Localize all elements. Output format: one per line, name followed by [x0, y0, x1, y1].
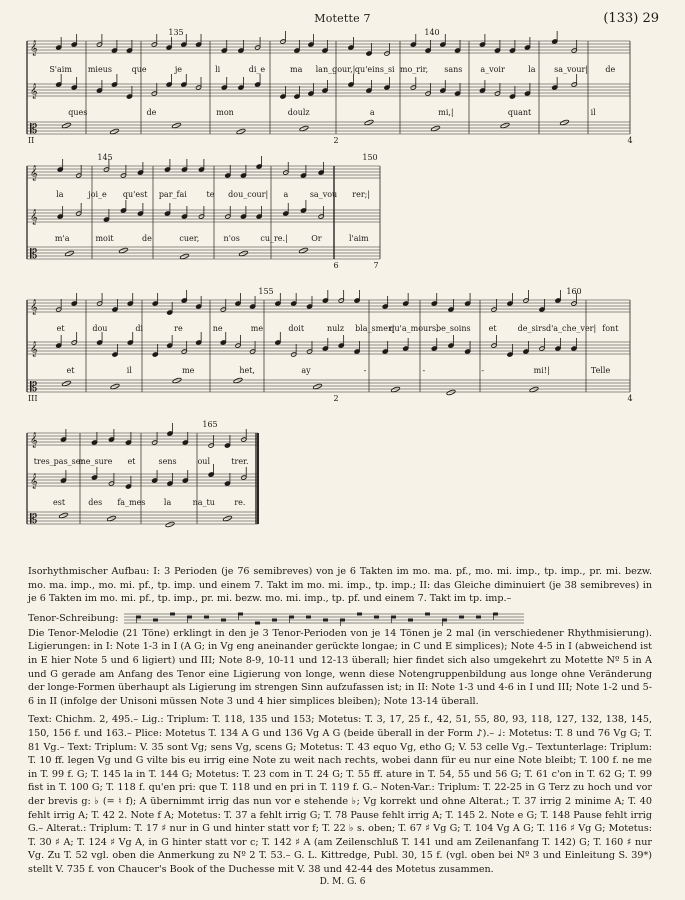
lyric-syllable: bla_smer| [355, 324, 395, 333]
lyric-syllable: - [363, 366, 367, 375]
score-system-3 [27, 287, 633, 403]
lyric-syllable: il [590, 108, 596, 117]
lyric-syllable: cu_re.| [260, 234, 288, 243]
ligature-note [255, 621, 260, 624]
lyric-syllable: na_tu [192, 498, 215, 507]
lyric-syllable: fa_mes [117, 498, 146, 507]
lyric-syllable: d'a_che_ver| [545, 324, 597, 333]
triplum-lyrics [49, 65, 615, 74]
bar-number: 140 [424, 28, 440, 37]
lyric-syllable: et [66, 366, 75, 375]
lyric-syllable: l'aim [348, 234, 369, 243]
lyric-syllable: sans [444, 65, 463, 74]
lyric-syllable: dou [92, 324, 108, 333]
period-number: 2 [333, 394, 339, 403]
ligature-note [323, 618, 328, 621]
score-system-4 [27, 420, 258, 528]
period-roman-numeral: II [28, 136, 35, 145]
lyric-syllable: la [528, 65, 536, 74]
lyric-syllable: Or [311, 234, 322, 243]
note-head [446, 389, 456, 395]
g-clef-icon: 𝄞 [30, 166, 38, 181]
lyric-syllable: mieus [87, 65, 112, 74]
bar-number: 160 [566, 287, 582, 296]
lyric-syllable: me [182, 366, 195, 375]
lyric-syllable: et [488, 324, 497, 333]
lyric-syllable: de [146, 108, 157, 117]
lyric-syllable: la [163, 498, 172, 507]
note-head [165, 521, 175, 527]
c-clef-icon: 𝄡 [30, 380, 38, 395]
period-number: 4 [627, 394, 633, 403]
tenor-incipit [124, 611, 524, 627]
staff-motetus [27, 200, 380, 225]
lyric-syllable: et [127, 457, 136, 466]
motetus-lyrics [66, 366, 610, 375]
g-clef-icon: 𝄞 [30, 84, 38, 99]
lyric-syllable: - [422, 366, 426, 375]
lyric-syllable: de [605, 65, 616, 74]
lyric-syllable: a_voir [480, 65, 505, 74]
lyric-syllable: lan_gour,| [315, 65, 356, 74]
lyric-syllable: sa_vou [309, 190, 338, 199]
triplum-lyrics [57, 324, 620, 333]
lyric-syllable: m'a [54, 234, 70, 243]
g-clef-icon: 𝄞 [30, 342, 38, 357]
motetus-lyrics [53, 498, 245, 507]
lyric-syllable: dou_cour| [228, 190, 269, 199]
tenor-label: Tenor-Schreibung: [28, 612, 119, 624]
staff-tenor [27, 246, 380, 262]
lyric-syllable: me [250, 324, 264, 333]
lyric-syllable: te [206, 190, 215, 199]
staff-tenor [27, 511, 258, 528]
staff-triplum [27, 290, 630, 315]
ligature-note [170, 612, 175, 615]
lyric-syllable: mi!| [533, 366, 550, 375]
lyric-syllable: sens [158, 457, 177, 466]
g-clef-icon: 𝄞 [30, 210, 38, 225]
lyric-syllable: mon [216, 108, 234, 117]
lyric-syllable: de_sirs [517, 324, 547, 333]
g-clef-icon: 𝄞 [30, 474, 38, 489]
isorhythmic-structure: Isorhythmischer Aufbau: I: 3 Perioden (je 76 semibreves) von je 6 Takten im mo. ma. pf., mo. mi. imp., tp. imp., pr. mi. bezw. mo. ma. imp., mo. mi. pf., tp. imp. und einem 7. Takt im mo. mi. imp., tp. imp.; II: das Gleiche diminuiert (je 38 semibreves) in je 6 Takten im mo. mi. pf., tp. imp., pr. mi. bezw. mo. mi. imp., tp. pf. und einem 7. Takt im tp. imp.– [28, 566, 652, 605]
lyric-syllable: la [56, 190, 64, 199]
signature-mark: D. M. G. 6 [319, 877, 366, 887]
lyric-syllable: - [481, 366, 485, 375]
period-roman-numeral: III [28, 394, 38, 403]
lyric-syllable: a [283, 190, 289, 199]
lyric-syllable: moit [95, 234, 114, 243]
c-clef-icon: 𝄡 [30, 122, 38, 137]
lyric-syllable: mo_rir, [399, 65, 429, 74]
g-clef-icon: 𝄞 [30, 433, 38, 448]
period-number: 7 [373, 261, 379, 270]
lyric-syllable: li [215, 65, 221, 74]
ligature-note [476, 615, 481, 618]
critical-notes [28, 565, 652, 881]
lyric-syllable: des [88, 498, 103, 507]
staff-tenor [27, 119, 630, 137]
g-clef-icon: 𝄞 [30, 41, 38, 56]
lyric-syllable: n'os [223, 234, 240, 243]
bar-number: 165 [202, 420, 218, 429]
lyric-syllable: di [135, 324, 144, 333]
lyric-syllable: rer;| [352, 190, 371, 199]
score-system-1 [27, 28, 633, 145]
lyric-syllable: ne [212, 324, 223, 333]
running-title: Motette 7 [314, 12, 371, 25]
lyric-syllable: quant [507, 108, 532, 117]
ligature-note [306, 615, 311, 618]
lyric-syllable: doit [288, 324, 305, 333]
ligature-note [153, 618, 158, 621]
lyric-syllable: oul [197, 457, 211, 466]
ligature-note [374, 615, 379, 618]
ligature-note [357, 612, 362, 615]
period-number: 4 [627, 136, 633, 145]
lyric-syllable: a [369, 108, 375, 117]
lyric-syllable: sa_vour| [554, 65, 589, 74]
lyric-syllable: mi,| [438, 108, 454, 117]
bar-number: 135 [168, 28, 184, 37]
lyric-syllable: nulz [326, 324, 345, 333]
lyric-syllable: di_e [248, 65, 266, 74]
lyric-syllable: par_fai [158, 190, 187, 199]
tenor-description: Die Tenor-Melodie (21 Töne) erklingt in den je 3 Tenor-Perioden von je 14 Tönen je 2 mal (in verschiedener Rhythmisierung). Ligierungen: in I: Note 1-3 in I (A G; in Vg eng aneinander gerückte longae; in C und E simplices); Note 4-5 in I (abweichend ist in E hier Note 5 und 6 ligiert) und III; Note 8-9, 10-11 und 12-13 überall; hier findet sich also umgekehrt zu Motette Nº 5 in A und G gerade am Anfang des Tenor eine Ligierung von longe, wenn diese Notengruppenbildung aus longe ohne Veränderung der longe-Formen überhaupt als Ligierung im strengen Sinn aufzufassen ist; in II: Note 1-3 und 4-6 in I und III; Note 1-2 und 5-6 in II (infolge der Unisoni müssen Note 3 und 4 hier simplices bleiben); Note 13-14 überall. [28, 627, 652, 707]
lyric-syllable: qu'est [122, 190, 148, 199]
c-clef-icon: 𝄡 [30, 247, 38, 262]
lyric-syllable: Telle [590, 366, 611, 375]
lyric-syllable: S'aim [49, 65, 72, 74]
ligature-note [459, 615, 464, 618]
lyric-syllable: joi_e [88, 190, 107, 199]
period-number: 6 [333, 261, 339, 270]
lyric-syllable: re [174, 324, 183, 333]
staff-triplum [27, 423, 258, 448]
tenor-notation-line [28, 611, 652, 627]
lyric-syllable: cuer, [179, 234, 200, 243]
lyric-syllable: be_soins [436, 324, 471, 333]
lyric-syllable: ma [290, 65, 303, 74]
lyric-syllable: ques [68, 108, 88, 117]
lyric-syllable: est [53, 498, 66, 507]
lyric-syllable: doulz [287, 108, 310, 117]
lyric-syllable: je [174, 65, 183, 74]
lyric-syllable: qu'eins_si [354, 65, 395, 74]
ligature-note [408, 618, 413, 621]
ligature-note [425, 612, 430, 615]
lyric-syllable: et [56, 324, 65, 333]
lyric-syllable: trer. [231, 457, 249, 466]
triplum-lyrics [56, 190, 370, 199]
score-system-2 [27, 153, 380, 270]
motetus-lyrics [55, 234, 369, 243]
lyric-syllable: re. [234, 498, 246, 507]
staff-motetus [27, 464, 258, 489]
bar-number: 150 [362, 153, 378, 162]
lyric-syllable: que [131, 65, 147, 74]
ligature-note [204, 615, 209, 618]
lyric-syllable: qu'a_mours, [389, 324, 439, 333]
staff-triplum [27, 31, 630, 56]
text-apparatus: Text: Chichm. 2, 495.– Lig.: Triplum: T. 118, 135 und 153; Motetus: T. 3, 17, 25 f., 42, 51, 55, 80, 93, 118, 127, 132, 138, 145, 150, 156 f. und 163.– Plice: Motetus T. 134 A G und 136 Vg A G (beide überall in der Form ♪).– ♩: Motetus: T. 8 und 76 Vg G; T. 81 Vg.– Text: Triplum: V. 35 sont Vg; sens Vg, scens G; Motetus: T. 43 equo Vg, etho G; V. 53 celle Vg.– Textunterlage: Triplum: T. 10 ff. legen Vg und G vilte bis eu irrig eine Note zu weit nach rechts, wobei dann für eu nur eine Note bleibt; T. 100 f. ne me in T. 99 f. G; T. 145 la in T. 144 G; Motetus: T. 23 com in T. 24 G; T. 55 ff. ature in T. 54, 55 und 56 G; T. 61 c'on in T. 62 G; T. 99 fist in T. 100 G; T. 118 f. qu'en pri: que T. 118 und en pri in T. 119 f. G.– Noten-Var.: Triplum: T. 22-25 in G Terz zu hoch und vor der brevis g: ♭ (= ♮ f); A übernimmt irrig das nun vor e stehende ♭; Vg korrekt und ohne Alterat.; T. 37 irrig 2 minime A; T. 40 fehlt irrig A; T. 42 2. Note f A; Motetus: T. 37 a fehlt irrig G; T. 78 Pause fehlt irrig A; T. 145 2. Note e G; T. 148 Pause fehlt irrig G.– Alterat.: Triplum: T. 17 ♯ nur in G und hinter statt vor f; T. 22 ♭ s. oben; T. 67 ♯ Vg G; T. 104 Vg A G; T. 116 ♯ Vg G; Motetus: T. 30 ♯ A; T. 124 ♯ Vg A, in G hinter statt vor c; T. 142 ♯ A (am Zeilenschluß T. 141 und am Zeilenanfang T. 142) G; T. 160 ♯ nur Vg. Zu T. 52 vgl. oben die Anmerkung zu Nº 2 T. 53.– G. L. Kittredge, Publ. 30, 15 f. (vgl. oben bei Nº 3 und Einleitung S. 39*) stellt V. 735 f. von Chaucer's Book of the Duchesse mit V. 38 und 42-44 des Motetus zusammen. [28, 714, 652, 875]
bar-number: 145 [97, 153, 113, 162]
lyric-syllable: de [142, 234, 152, 243]
page-number: (133) 29 [603, 11, 659, 26]
staff-triplum [27, 156, 380, 181]
staff-tenor [27, 377, 630, 395]
ligature-note [221, 618, 226, 621]
lyric-syllable: font [602, 324, 619, 333]
motetus-lyrics [68, 108, 596, 117]
lyric-syllable: het, [239, 366, 255, 375]
lyric-syllable: ay [301, 366, 311, 375]
ligature-note [272, 618, 277, 621]
bar-number: 155 [258, 287, 274, 296]
staff-motetus [27, 332, 630, 357]
lyric-syllable: tres_pas_ser [33, 457, 85, 466]
g-clef-icon: 𝄞 [30, 300, 38, 315]
lyric-syllable: il [126, 366, 132, 375]
lyric-syllable: me_sure [78, 457, 113, 466]
c-clef-icon: 𝄡 [30, 512, 38, 527]
staff-motetus [27, 74, 630, 99]
period-number: 2 [333, 136, 339, 145]
